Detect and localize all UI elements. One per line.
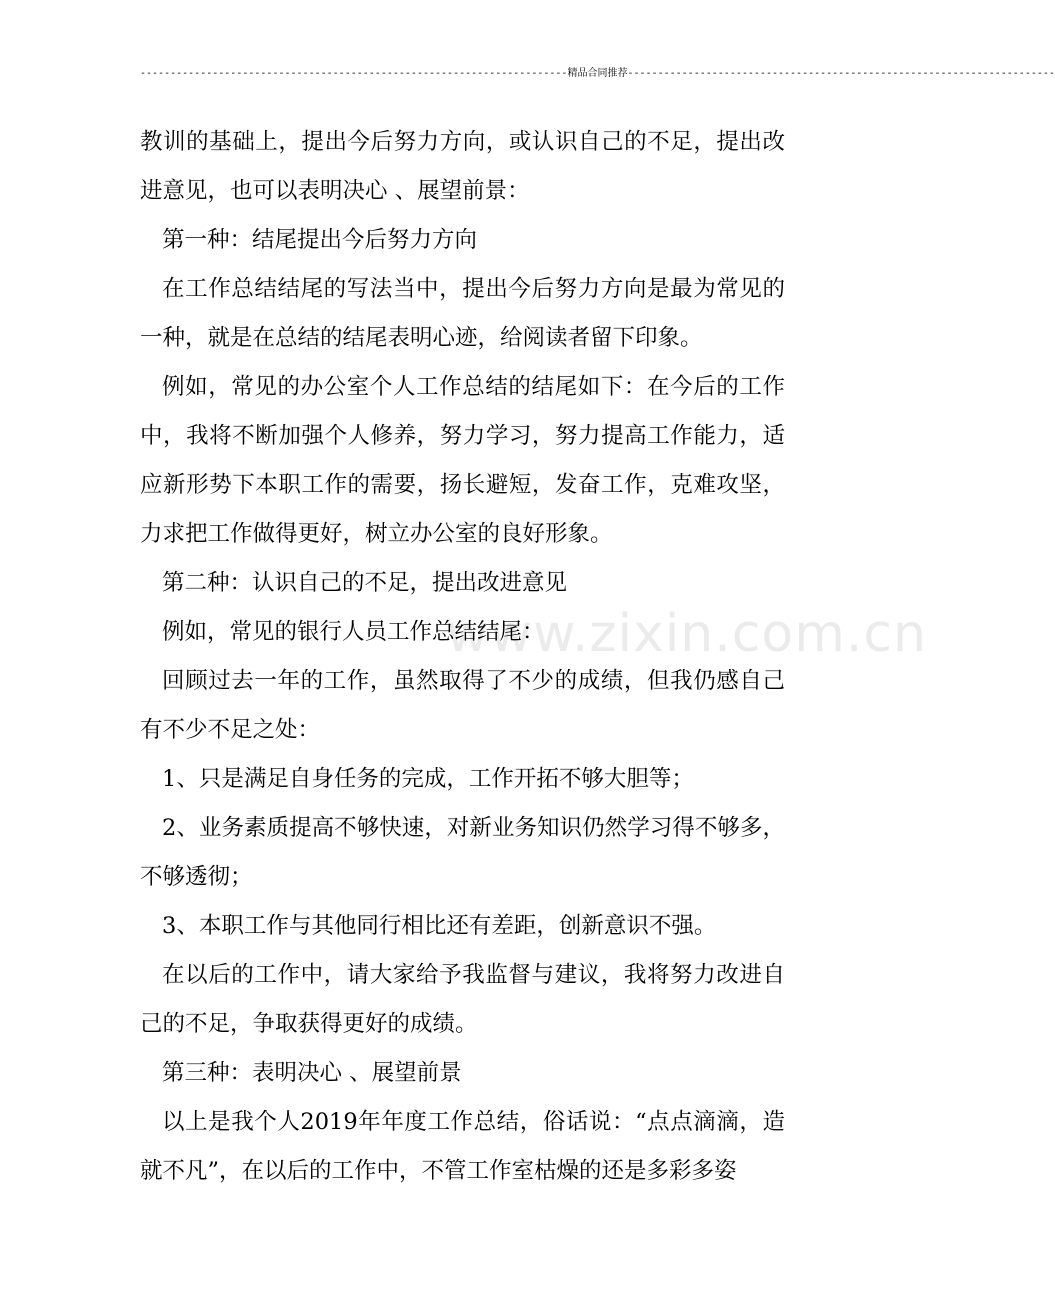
paragraph: 在以后的工作中，请大家给予我监督与建议，我将努力改进自己的不足，争取获得更好的成绩。 [140, 962, 785, 1037]
paragraph: 在工作总结结尾的写法当中，提出今后努力方向是最为常见的一种，就是在总结的结尾表明心迹，给阅读者留下印象。 [140, 276, 785, 351]
paragraph: 教训的基础上，提出今后努力方向，或认识自己的不足，提出改进意见，也可以表明决心 、展望前景： [140, 129, 785, 204]
watermark: www.zixin.com.cn [446, 604, 927, 664]
paragraph: 例如，常见的银行人员工作总结结尾： [162, 619, 545, 645]
header-title: 精品合同推荐 [567, 68, 628, 79]
section-heading-3: 第三种：表明决心 、展望前景 [162, 1060, 462, 1086]
list-item: 2、业务素质提高不够快速，对新业务知识仍然学习得不够多，不够透彻； [140, 815, 785, 890]
section-heading-2: 第二种：认识自己的不足，提出改进意见 [162, 570, 568, 596]
page-header [140, 66, 1055, 82]
header-dashes-left: ----------------------------------------------------------------------- [140, 68, 568, 79]
paragraph: 回顾过去一年的工作，虽然取得了不少的成绩，但我仍感自己有不少不足之处： [140, 668, 785, 743]
list-item: 1、只是满足自身任务的完成，工作开拓不够大胆等； [162, 766, 694, 792]
paragraph: 以上是我个人2019年年度工作总结，俗话说：“点点滴滴，造就不凡”，在以后的工作中，不管工作室枯燥的还是多彩多姿 [140, 1109, 785, 1184]
section-heading-1: 第一种：结尾提出今后努力方向 [162, 227, 478, 253]
list-item: 3、本职工作与其他同行相比还有差距，创新意识不强。 [162, 913, 717, 939]
header-dashes-right: ----------------------------------------------------------------------- [627, 68, 1055, 79]
document-body [140, 118, 785, 1196]
paragraph: 例如，常见的办公室个人工作总结的结尾如下：在今后的工作中，我将不断加强个人修养，努力学习，努力提高工作能力，适应新形势下本职工作的需要，扬长避短，发奋工作，克难攻坚，力求把工作做得更好，树立办公室的良好形象。 [140, 374, 785, 547]
